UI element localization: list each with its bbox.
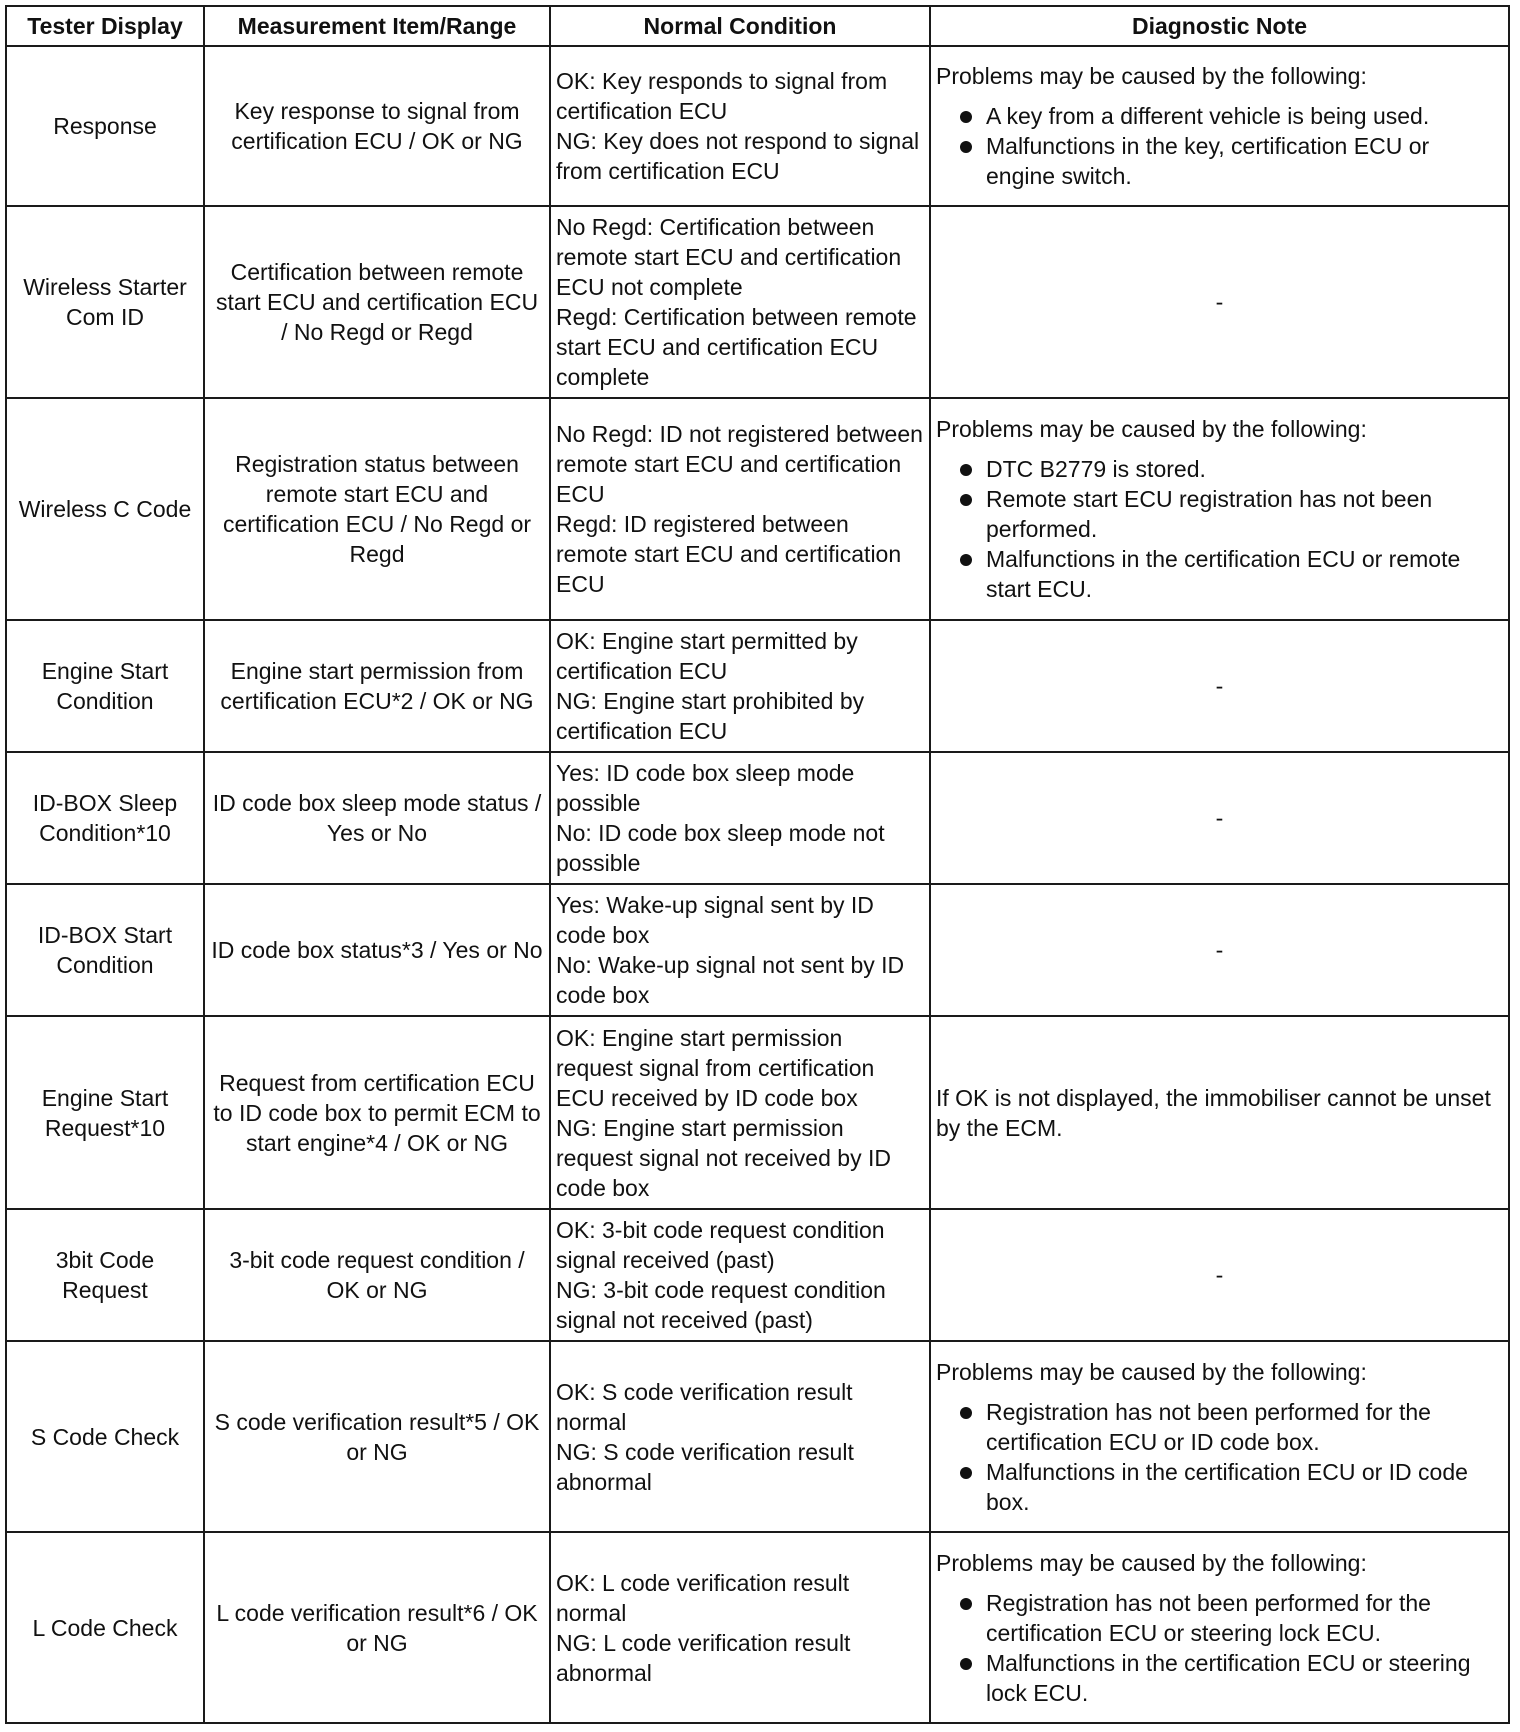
normal-condition-cell: [550, 884, 930, 1016]
tester-display-cell: L Code Check: [6, 1532, 204, 1723]
note-bullet-item: Registration has not been performed for the certification ECU or steering lock ECU.: [936, 1588, 1503, 1648]
note-bullet-item: Registration has not been performed for the certification ECU or ID code box.: [936, 1397, 1503, 1457]
measurement-cell: ID code box sleep mode status / Yes or No: [204, 752, 550, 884]
header-row: [6, 6, 1509, 46]
note-intro: Problems may be caused by the following:: [936, 416, 1367, 442]
normal-condition-line: Yes: Wake-up signal sent by ID code box: [556, 892, 874, 948]
note-bullet-item: Malfunctions in the certification ECU or ID code box.: [936, 1457, 1503, 1517]
normal-condition-line: NG: L code verification result abnormal: [556, 1629, 851, 1686]
normal-condition-cell: [550, 1209, 930, 1341]
table-row: [6, 1341, 1509, 1532]
data-list-table: [5, 5, 1510, 1724]
note-bullet-list: [936, 454, 1503, 604]
normal-condition-line: OK: L code verification result normal: [556, 1569, 850, 1626]
measurement-cell: Registration status between remote start ECU and certification ECU / No Regd or Regd: [204, 398, 550, 620]
tester-display-cell: 3bit Code Request: [6, 1209, 204, 1341]
tester-display-cell: Engine Start Request*10: [6, 1016, 204, 1209]
normal-condition-line: NG: Engine start permission request signal not received by ID code box: [556, 1114, 891, 1201]
note-intro: Problems may be caused by the following:: [936, 63, 1367, 89]
measurement-cell: ID code box status*3 / Yes or No: [204, 884, 550, 1016]
note-bullet-item: Malfunctions in the certification ECU or steering lock ECU.: [936, 1648, 1503, 1708]
normal-condition-line: NG: Key does not respond to signal from certification ECU: [556, 128, 920, 184]
normal-condition-cell: [550, 752, 930, 884]
diagnostic-note-cell: -: [930, 884, 1509, 1016]
normal-condition-line: NG: S code verification result abnormal: [556, 1438, 854, 1495]
tester-display-cell: Response: [6, 46, 204, 206]
diagnostic-note-cell: [930, 1532, 1509, 1723]
normal-condition-line: NG: Engine start prohibited by certification ECU: [556, 688, 865, 744]
diagnostic-note-cell: -: [930, 620, 1509, 752]
normal-condition-cell: [550, 1532, 930, 1723]
table-row: [6, 1532, 1509, 1723]
normal-condition-line: OK: Key responds to signal from certification ECU: [556, 68, 888, 124]
header-diagnostic-note: Diagnostic Note: [930, 6, 1509, 46]
normal-condition-line: OK: 3-bit code request condition signal received (past): [556, 1217, 885, 1273]
note-bullet-item: DTC B2779 is stored.: [936, 454, 1503, 484]
note-bullet-list: [936, 101, 1503, 191]
measurement-cell: Engine start permission from certification ECU*2 / OK or NG: [204, 620, 550, 752]
table-row: [6, 206, 1509, 398]
note-bullet-item: Malfunctions in the key, certification ECU or engine switch.: [936, 131, 1503, 191]
note-intro: Problems may be caused by the following:: [936, 1549, 1367, 1576]
diagnostic-note-cell: [930, 46, 1509, 206]
normal-condition-line: No: Wake-up signal not sent by ID code box: [556, 952, 905, 1008]
table-row: [6, 1209, 1509, 1341]
tester-display-cell: Wireless C Code: [6, 398, 204, 620]
tester-display-cell: Engine Start Condition: [6, 620, 204, 752]
normal-condition-line: Regd: ID registered between remote start ECU and certification ECU: [556, 511, 902, 597]
note-intro: Problems may be caused by the following:: [936, 1358, 1367, 1385]
normal-condition-cell: [550, 1016, 930, 1209]
normal-condition-cell: [550, 620, 930, 752]
normal-condition-line: NG: 3-bit code request condition signal not received (past): [556, 1277, 886, 1333]
note-bullet-list: [936, 1397, 1503, 1517]
measurement-cell: L code verification result*6 / OK or NG: [204, 1532, 550, 1723]
measurement-cell: Certification between remote start ECU and certification ECU / No Regd or Regd: [204, 206, 550, 398]
table-row: [6, 620, 1509, 752]
measurement-cell: S code verification result*5 / OK or NG: [204, 1341, 550, 1532]
diagnostic-note-cell: -: [930, 206, 1509, 398]
measurement-cell: Request from certification ECU to ID code box to permit ECM to start engine*4 / OK or NG: [204, 1016, 550, 1209]
table-row: [6, 752, 1509, 884]
normal-condition-line: OK: Engine start permission request signal from certification ECU received by ID code box: [556, 1024, 875, 1111]
normal-condition-cell: [550, 46, 930, 206]
diagnostic-note-cell: If OK is not displayed, the immobiliser cannot be unset by the ECM.: [930, 1016, 1509, 1209]
normal-condition-line: No: ID code box sleep mode not possible: [556, 820, 885, 876]
note-bullet-item: Remote start ECU registration has not been performed.: [936, 484, 1503, 544]
table-row: [6, 398, 1509, 620]
measurement-cell: Key response to signal from certification ECU / OK or NG: [204, 46, 550, 206]
table-row: [6, 46, 1509, 206]
diagnostic-note-cell: -: [930, 752, 1509, 884]
tester-display-cell: Wireless Starter Com ID: [6, 206, 204, 398]
tester-display-cell: ID-BOX Sleep Condition*10: [6, 752, 204, 884]
header-measurement: Measurement Item/Range: [204, 6, 550, 46]
note-bullet-item: A key from a different vehicle is being used.: [936, 101, 1503, 131]
header-tester-display: Tester Display: [6, 6, 204, 46]
normal-condition-line: Yes: ID code box sleep mode possible: [556, 760, 855, 816]
diagnostic-note-cell: -: [930, 1209, 1509, 1341]
tester-display-cell: ID-BOX Start Condition: [6, 884, 204, 1016]
table-row: [6, 1016, 1509, 1209]
tester-display-cell: S Code Check: [6, 1341, 204, 1532]
normal-condition-line: OK: S code verification result normal: [556, 1378, 853, 1435]
normal-condition-cell: [550, 1341, 930, 1532]
normal-condition-cell: [550, 398, 930, 620]
diagnostic-note-cell: [930, 1341, 1509, 1532]
note-bullet-item: Malfunctions in the certification ECU or remote start ECU.: [936, 544, 1503, 604]
normal-condition-cell: [550, 206, 930, 398]
normal-condition-line: Regd: Certification between remote start ECU and certification ECU complete: [556, 304, 917, 390]
normal-condition-line: No Regd: ID not registered between remote start ECU and certification ECU: [556, 421, 923, 507]
table-row: [6, 884, 1509, 1016]
normal-condition-line: No Regd: Certification between remote start ECU and certification ECU not complete: [556, 214, 902, 300]
diagnostic-note-cell: [930, 398, 1509, 620]
normal-condition-line: OK: Engine start permitted by certification ECU: [556, 628, 858, 684]
header-normal-condition: Normal Condition: [550, 6, 930, 46]
measurement-cell: 3-bit code request condition / OK or NG: [204, 1209, 550, 1341]
note-bullet-list: [936, 1588, 1503, 1708]
